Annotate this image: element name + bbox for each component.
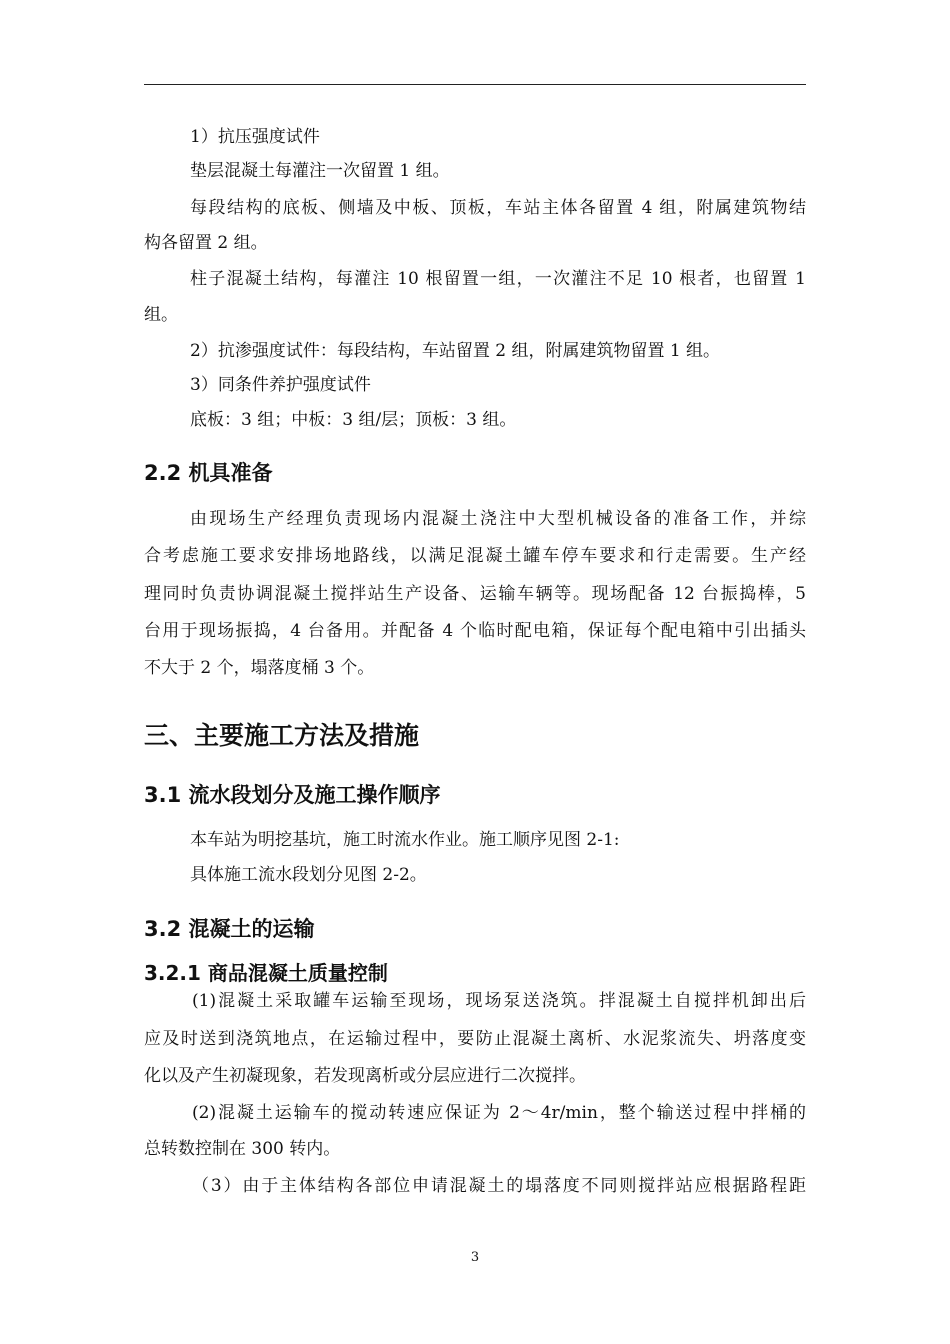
paragraph-line: 理同时负责协调混凝土搅拌站生产设备、运输车辆等。现场配备 12 台振捣棒，5	[144, 584, 806, 604]
section-heading: 3.1 流水段划分及施工操作顺序	[144, 783, 441, 807]
paragraph-line: 总转数控制在 300 转内。	[144, 1139, 341, 1159]
paragraph-line: 不大于 2 个，塌落度桶 3 个。	[144, 658, 375, 678]
paragraph-line: 底板：3 组；中板：3 组/层；顶板：3 组。	[190, 410, 517, 430]
paragraph-line: (2)混凝土运输车的搅动转速应保证为 2～4r/min，整个输送过程中拌桶的	[192, 1103, 806, 1123]
paragraph-line: 组。	[144, 305, 178, 325]
paragraph-line: （3）由于主体结构各部位申请混凝土的塌落度不同则搅拌站应根据路程距	[192, 1176, 806, 1196]
section-heading: 3.2 混凝土的运输	[144, 917, 315, 941]
paragraph-line: 化以及产生初凝现象，若发现离析或分层应进行二次搅拌。	[144, 1066, 586, 1086]
paragraph-line: 3）同条件养护强度试件	[190, 375, 371, 395]
page-number: 3	[470, 1250, 480, 1265]
paragraph-line: 1）抗压强度试件	[190, 127, 320, 147]
paragraph-line: 应及时送到浇筑地点，在运输过程中，要防止混凝土离析、水泥浆流失、坍落度变	[144, 1029, 806, 1049]
paragraph-line: 台用于现场振捣，4 台备用。并配备 4 个临时配电箱，保证每个配电箱中引出插头	[144, 621, 806, 641]
paragraph-line: 本车站为明挖基坑，施工时流水作业。施工顺序见图 2-1:	[190, 830, 620, 850]
chapter-heading: 三、主要施工方法及措施	[144, 721, 420, 750]
paragraph-line: 具体施工流水段划分见图 2-2。	[190, 865, 427, 885]
subsection-heading: 3.2.1 商品混凝土质量控制	[144, 961, 388, 985]
section-heading: 2.2 机具准备	[144, 461, 273, 485]
paragraph-line: 垫层混凝土每灌注一次留置 1 组。	[190, 161, 450, 181]
paragraph-line: 构各留置 2 组。	[144, 233, 268, 253]
paragraph-line: 2）抗渗强度试件：每段结构，车站留置 2 组，附属建筑物留置 1 组。	[190, 341, 721, 361]
paragraph-line: (1)混凝土采取罐车运输至现场，现场泵送浇筑。拌混凝土自搅拌机卸出后	[192, 991, 806, 1011]
paragraph-line: 每段结构的底板、侧墙及中板、顶板，车站主体各留置 4 组，附属建筑物结	[190, 198, 806, 218]
paragraph-line: 柱子混凝土结构，每灌注 10 根留置一组，一次灌注不足 10 根者，也留置 1	[190, 269, 806, 289]
header-rule	[144, 84, 806, 85]
paragraph-line: 合考虑施工要求安排场地路线，以满足混凝土罐车停车要求和行走需要。生产经	[144, 546, 806, 566]
paragraph-line: 由现场生产经理负责现场内混凝土浇注中大型机械设备的准备工作，并综	[190, 509, 806, 529]
